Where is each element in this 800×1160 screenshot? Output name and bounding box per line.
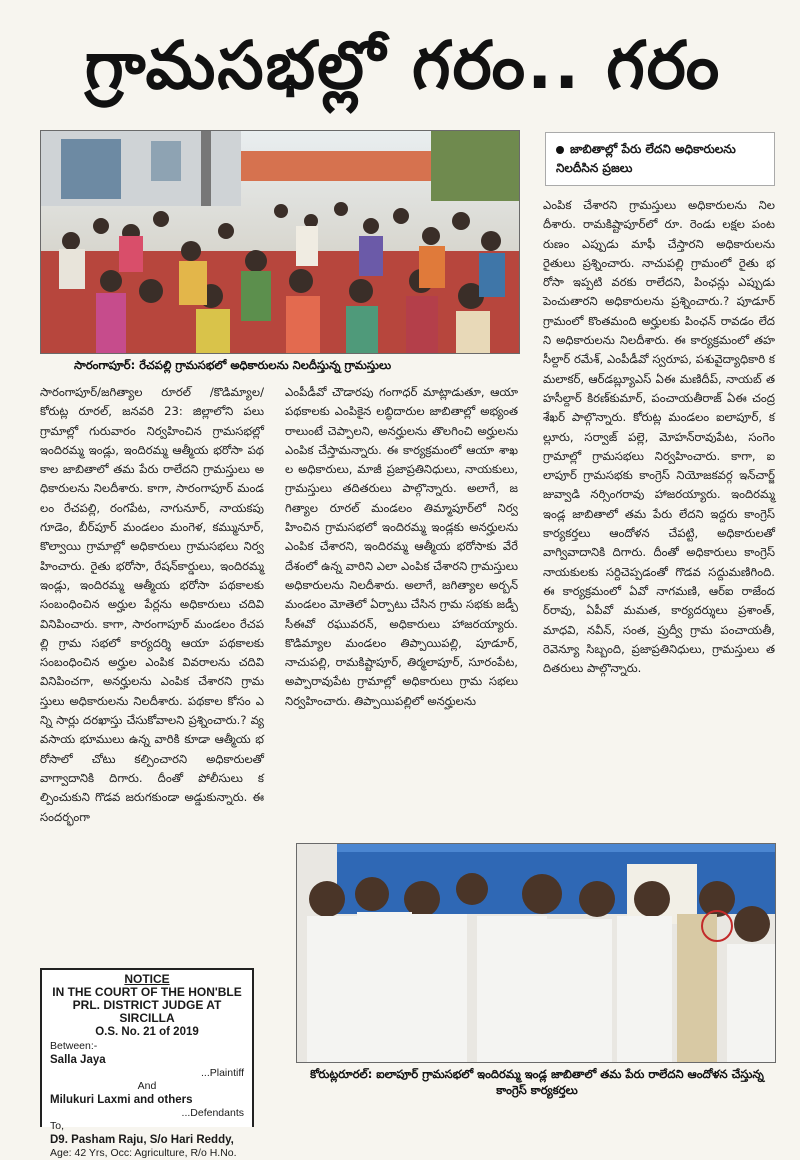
headline: గ్రామసభల్లో గరం.. గరం [84,27,722,104]
highlight-box [545,132,775,186]
notice-and: And [137,1080,157,1092]
article-column-2: ఎంపీడీవో చౌడారపు గంగాధర్ మాట్లాడుతూ, ఆయా పథకాలకు ఎంపికైన లబ్ధిదారుల జాబితాల్లో అభ్యంతరాలుంటే చెప్పాలని, అనర్హులను తొలగించి అర్హులను ఎంపిక చేస్తామన్నారు. ఈ కార్యక్రమంలో ఆయా శాఖల అధికారులు, మాజీ ప్రజాప్రతినిధులు, నాయకులు, గ్రామస్తులు తదితరులు పాల్గొన్నారు. అలాగే, జగిత్యాల రూరల్ మండలం తిమ్మాపూర్‌లో నిర్వహించిన గ్రామసభలో ఇందిరమ్మ ఇండ్లకు అనర్హులను ఎంపిక చేశారని, ఇందిరమ్మ ఆత్మీయ భరోసాకు వేరే దేశంలో ఉన్న వారిని ఎలా ఎంపిక చేశారని గ్రామస్తులు అధికారులను నిలదీశారు. అలాగే, జగిత్యాల అర్బన్ మండలం మోతెలో ఏర్పాటు చేసిన గ్రామ సభకు జడ్పీ సీఈవో రఘువరన్, అధికారులు హాజరయ్యారు. కొడిమ్యాల మండలం తిప్పాయిపల్లి, పూడూర్, నాచుపల్లి, రామకిష్టాపూర్, తిర్మలాపూర్, సూరంపేట, అప్పారావుపేట గ్రామాల్లో అధికారులు గ్రామ సభలు నిర్వహించారు. తిప్పాయిపల్లిలో అనర్హులను [285,385,518,708]
notice-plaintiff-role: ...Plaintiff [201,1067,244,1079]
notice-title: NOTICE [124,972,170,986]
notice-defendant-role: ...Defendants [181,1107,244,1119]
article-column-3: ఎంపిక చేశారని గ్రామస్తులు అధికారులను నిలదీశారు. రామకిష్టాపూర్‌లో రూ. రెండు లక్షల పంట రుణం ఎప్పుడు మాఫీ చేస్తారని అధికారులను రైతులు ప్రశ్నించారు. నాచుపల్లి గ్రామంలో రైతు భరోసా ఇప్పటి వరకు రాలేదని, పింఛన్లు ఎప్పుడు పెంచుతారని అధికారులను ప్రశ్నించారు.? పూడూర్ గ్రామంలో కొంతమంది అర్హులకు పింఛన్ రావడం లేదని అధికారులను నిలదీశారు. ఈ కార్యక్రమంలో తహసీల్దార్ రమేశ్, ఎంపీడీవో స్వరూప, పశువైద్యాధికారి కమలాకర్, ఆర్‌డబ్ల్యూఎస్ ఏఈ మణిదీప్, నాయబ్ తహసీల్దార్ కిరణ్‌కుమార్, పంచాయతీరాజ్ ఏఈ చంద్రశేఖర్ పాల్గొన్నారు. కోరుట్ల మండలం ఐలాపూర్, కల్లూరు, సర్వాజ్ పల్లె, మోహన్‌రావుపేట, సంగెం గ్రామాల్లో గ్రామసభలు నిర్వహించారు. కాగా, ఐలాపూర్ గ్రామసభకు కాంగ్రెస్ నియోజకవర్గ ఇన్‌చార్జ్ జువ్వాడి నర్సింగరావు హాజరయ్యారు. ఇందిరమ్మ ఇండ్ల జాబితాలో తమ పేరు లేదని ఇద్దరు కాంగ్రెస్ కార్యకర్తలు ఆందోళన చేపట్టి, అధికారులతో వాగ్వివాదానికి దిగారు. దీంతో అధికారులు కాంగ్రెస్ నాయకులకు సర్దిచెప్పడంతో గొడవ సద్దుమణిగింది. ఈ కార్యక్రమంలో ఏవో నాగమణి, ఆర్ఐ రాజేందర్‌రావు, ఏపీవో మమత, కార్యదర్శులు ప్రశాంత్, మాధవి, నవీన్, సంత, ప్రుద్వీ గ్రామ పంచాయతీ, రెవెన్యూ సిబ్బంది, ప్రజాప్రతినిధులు, గ్రామస్తులు తదితరులు పాల్గొన్నారు. [543,198,775,676]
article-column-1: సారంగాపూర్/జగిత్యాల రూరల్ /కొడిమ్యాల/ కోరుట్ల రూరల్, జనవరి 23: జిల్లాలోని పలు గ్రామాల్లో గురువారం నిర్వహించిన గ్రామసభల్లో ఇందిరమ్మ ఇండ్లు, ఇందిరమ్మ ఆత్మీయ భరోసా పథకాల జాబితాలో తమ పేరు రాలేదని గ్రామస్తులు అధికారులను నిలదీశారు. కాగా, సారంగాపూర్ మండలం రేచపల్లి, రంగపేట, నాగునూర్, నాయకపు గూడెం, బీర్‌పూర్ మండలం మంగెళ, కమ్మునూర్, కొల్వాయి గ్రామాల్లో అధికారులు గ్రామసభలు నిర్వహించారు. రైతు భరోసా, రేషన్‌కార్డులు, ఇందిరమ్మ ఇండ్లు, ఇందిరమ్మ ఆత్మీయ భరోసా పథకాలకు సంబంధించిన అర్హుల పేర్లను అధికారులు చదివి వినిపించారు. కాగా, సారంగాపూర్ మండలం రేచపల్లి గ్రామ సభలో కార్యదర్శి ఆయా పథకాలకు సంబంధించిన అర్హుల ఎంపిక వివరాలను చదివి వినిపించగా, అనర్హులను ఎంపిక చేశారని గ్రామస్తులు అధికారులను నిలదీశారు. పథకాల కోసం ఎన్ని సార్లు దరఖాస్తు చేసుకోవాలని ప్రశ్నించారు.? వ్యవసాయ భూములు ఉన్న వారికి కూడా ఆత్మీయ భరోసాలో చోటు కల్పించారని అధికారులతో వాగ్వాదానికి దిగారు. దీంతో పోలీసులు కల్పించుకుని గొడవ జరుగకుండా అడ్డుకున్నారు. ఈ సందర్భంగా [40,385,264,824]
notice-addressee: D9. Pasham Raju, S/o Hari Reddy, [50,1134,234,1146]
photo-caption-2: కోరుట్లరూరల్: ఐలాపూర్ గ్రామసభలో ఇందిరమ్మ ఇండ్ల జాబితాలో తమ పేరు రాలేదని ఆందోళన చేస్తున్న కాంగ్రెస్ కార్యకర్తలు [310,1067,764,1097]
photo-caption: సారంగాపూర్: రేచపల్లి గ్రామసభలో అధికారులను నిలదీస్తున్న గ్రామస్తులు [74,358,392,372]
notice-address: Age: 42 Yrs, Occ: Agriculture, R/o H.No. [50,1147,237,1159]
notice-plaintiff: Salla Jaya [50,1054,106,1066]
highlight-text: జాబితాల్లో పేరు లేదని అధికారులను నిలదీసిన ప్రజలు [556,142,736,175]
notice-defendant: Milukuri Laxmi and others [50,1094,193,1106]
protest-photo [296,843,776,1063]
village-meeting-photo [40,130,520,354]
notice-court: IN THE COURT OF THE HON'BLE PRL. DISTRICT JUDGE AT SIRCILLA [52,985,242,1025]
notice-to: To, [50,1120,65,1132]
bullet-icon [556,146,564,154]
court-notice [40,968,254,1159]
notice-between: Between:- [50,1040,98,1052]
notice-case-number: O.S. No. 21 of 2019 [95,1026,199,1038]
